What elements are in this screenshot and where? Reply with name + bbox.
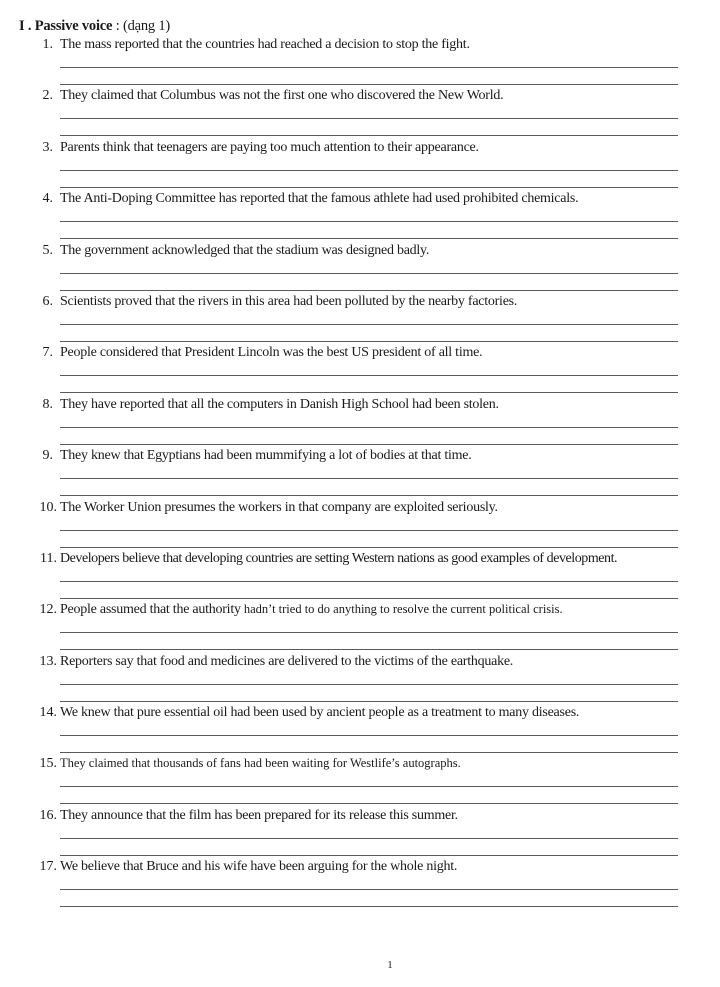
item-sentence: The government acknowledged that the stadium was designed badly. (60, 242, 430, 258)
item-sentence: The mass reported that the countries had reached a decision to stop the fight. (60, 37, 470, 52)
item-number: 3. (42, 139, 53, 155)
section-subtitle: : (dạng 1) (112, 18, 171, 34)
answer-line[interactable] (60, 838, 678, 839)
item-sentence: Reporters say that food and medicines are delivered to the victims of the earthquake. (60, 653, 514, 669)
item-number: 5. (42, 242, 53, 258)
item-number: 9. (42, 448, 53, 464)
answer-line[interactable] (60, 530, 678, 531)
item-sentence: Developers believe that developing countries are setting Western nations as good examples of development. (60, 550, 618, 566)
exercise-item (0, 291, 720, 342)
exercise-item (0, 753, 720, 804)
item-number: 15. (39, 756, 57, 772)
item-sentence (60, 602, 563, 618)
item-number: 11. (40, 550, 57, 566)
item-number: 12. (39, 602, 57, 618)
item-number: 10. (39, 499, 57, 515)
item-sentence: We knew that pure essential oil had been used by ancient people as a treatment to many diseases. (60, 705, 580, 721)
exercise-item (0, 445, 720, 496)
answer-line[interactable] (60, 427, 678, 428)
item-sentence: The Anti-Doping Committee has reported that the famous athlete had used prohibited chemicals. (60, 191, 579, 207)
exercise-list (0, 34, 720, 908)
item-sentence-part: hadn’t tried to do anything to resolve the current political crisis. (240, 602, 563, 617)
item-sentence: They claimed that Columbus was not the first one who discovered the New World. (60, 88, 504, 104)
exercise-item (0, 34, 720, 85)
item-number: 8. (42, 396, 53, 412)
exercise-item (0, 85, 720, 136)
exercise-item (0, 548, 720, 599)
item-sentence: Scientists proved that the rivers in this area had been polluted by the nearby factories. (60, 293, 518, 309)
page-number: 1 (387, 959, 393, 971)
answer-line[interactable] (60, 581, 678, 582)
item-sentence: We believe that Bruce and his wife have been arguing for the whole night. (60, 859, 458, 875)
answer-line[interactable] (60, 273, 678, 274)
item-sentence: They claimed that thousands of fans had been waiting for Westlife’s autographs. (60, 756, 461, 771)
item-sentence: They announce that the film has been prepared for its release this summer. (60, 807, 458, 823)
answer-line[interactable] (60, 221, 678, 222)
answer-line[interactable] (60, 735, 678, 736)
exercise-item (0, 856, 720, 907)
answer-line[interactable] (60, 906, 678, 907)
exercise-item (0, 702, 720, 753)
answer-line[interactable] (60, 170, 678, 171)
answer-line[interactable] (60, 118, 678, 119)
item-sentence: The Worker Union presumes the workers in that company are exploited seriously. (60, 499, 498, 515)
answer-line[interactable] (60, 684, 678, 685)
item-number: 16. (39, 807, 57, 823)
item-number: 4. (42, 191, 53, 207)
item-sentence: They have reported that all the computers in Danish High School had been stolen. (60, 396, 499, 412)
exercise-item (0, 188, 720, 239)
exercise-item (0, 342, 720, 393)
item-sentence-part: People assumed that the authority (60, 602, 241, 618)
item-number: 13. (39, 653, 57, 669)
answer-line[interactable] (60, 889, 678, 890)
exercise-item (0, 805, 720, 856)
answer-line[interactable] (60, 786, 678, 787)
exercise-item (0, 497, 720, 548)
item-number: 1. (42, 37, 53, 52)
answer-line[interactable] (60, 632, 678, 633)
item-sentence: Parents think that teenagers are paying too much attention to their appearance. (60, 139, 479, 155)
item-number: 17. (39, 859, 57, 875)
section-title: I . Passive voice (19, 18, 113, 34)
item-number: 6. (42, 293, 53, 309)
item-sentence: They knew that Egyptians had been mummifying a lot of bodies at that time. (60, 448, 472, 464)
item-number: 14. (39, 705, 57, 721)
item-sentence: People considered that President Lincoln was the best US president of all time. (60, 345, 483, 361)
answer-line[interactable] (60, 67, 678, 68)
answer-line[interactable] (60, 324, 678, 325)
exercise-item (0, 394, 720, 445)
exercise-item (0, 137, 720, 188)
exercise-item (0, 240, 720, 291)
item-number: 7. (42, 345, 53, 361)
section-heading (19, 18, 170, 35)
answer-line[interactable] (60, 478, 678, 479)
exercise-item (0, 651, 720, 702)
item-number: 2. (42, 88, 53, 104)
answer-line[interactable] (60, 375, 678, 376)
exercise-item (0, 599, 720, 650)
